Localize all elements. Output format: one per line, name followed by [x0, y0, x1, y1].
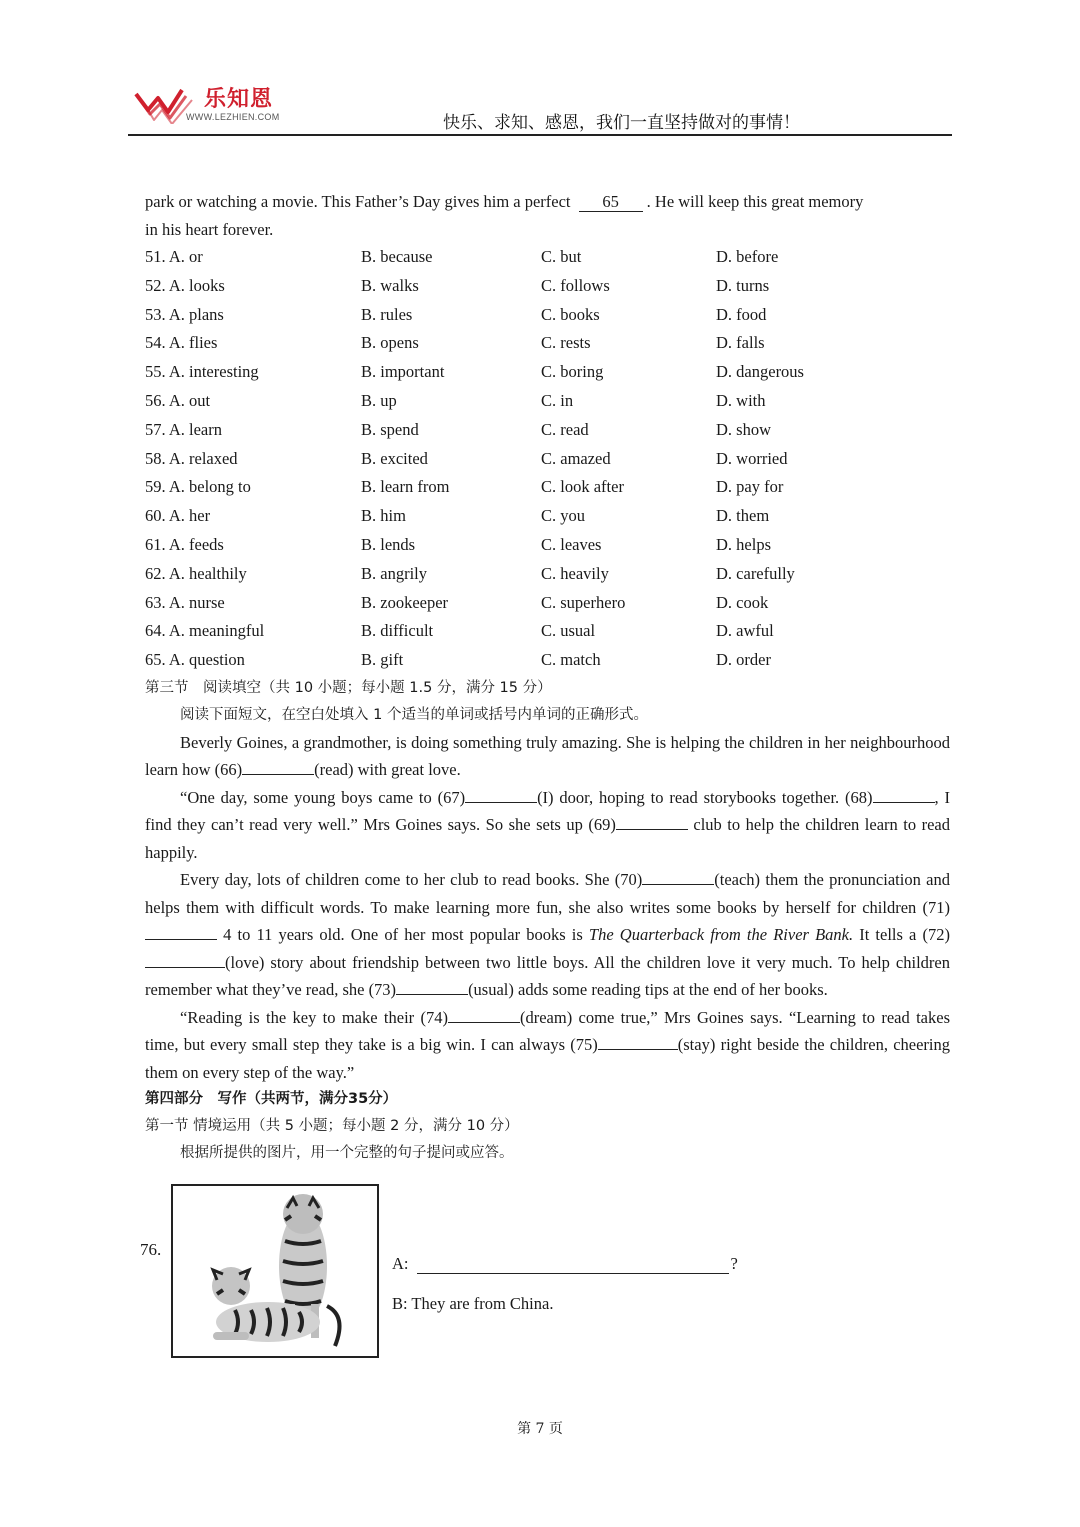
option-c: C. boring: [541, 362, 604, 382]
brand-url: WWW.LEZHIEN.COM: [186, 112, 280, 122]
option-a: 63. A. nurse: [145, 592, 225, 612]
answer-line-a: [392, 1254, 738, 1274]
blank-75[interactable]: [598, 1033, 678, 1050]
option-d: D. with: [716, 390, 766, 410]
option-b: B. zookeeper: [361, 592, 449, 612]
option-d: D. cook: [716, 592, 769, 612]
option-b: B. angrily: [361, 563, 427, 583]
page-number: 第 7 页: [517, 1421, 563, 1437]
option-b: B. him: [361, 506, 406, 526]
option-row: [145, 272, 950, 301]
option-d: D. carefully: [716, 563, 795, 583]
passage-text: . He will keep this great memory: [646, 192, 864, 211]
option-row: [145, 502, 950, 531]
blank-70[interactable]: [642, 868, 714, 885]
option-d: D. show: [716, 419, 772, 439]
option-a: 65. A. question: [145, 650, 245, 670]
option-d: D. falls: [716, 333, 765, 353]
option-row: [145, 416, 950, 445]
tigers-picture: [171, 1184, 379, 1358]
option-a: 64. A. meaningful: [145, 621, 265, 641]
book-title: The Quarterback from the River Bank.: [588, 925, 854, 945]
option-row: [145, 531, 950, 560]
part4-instruction: 根据所提供的图片，用一个完整的句子提问或应答。: [180, 1145, 514, 1162]
option-b: B. lends: [361, 534, 416, 554]
question-number: 76.: [140, 1240, 162, 1259]
option-a: 52. A. looks: [145, 275, 225, 295]
blank-65: 65: [579, 193, 643, 212]
option-d: D. turns: [716, 275, 770, 295]
page-header: [128, 78, 952, 136]
option-row: [145, 589, 950, 618]
option-c: C. follows: [541, 275, 610, 295]
option-c: C. but: [541, 247, 582, 266]
option-c: C. rests: [541, 333, 591, 353]
cloze-paragraph-4: “Reading is the key to make their (74) (dream) come true,” Mrs Goines says. “Learning to read takes time, but every small step they take is a big win. I can always (75) (stay) right beside the children, cheering them on every step of the way.”: [145, 1007, 950, 1082]
option-d: D. worried: [716, 448, 788, 468]
answer-blank-76[interactable]: [417, 1259, 729, 1274]
passage-text: in his heart forever.: [145, 219, 274, 239]
brand-logo: [134, 82, 334, 126]
section3-instruction: 阅读下面短文，在空白处填入 1 个适当的单词或括号内单词的正确形式。: [180, 706, 648, 723]
option-row: [145, 301, 950, 330]
option-row: [145, 387, 950, 416]
option-b: B. rules: [361, 304, 413, 324]
question-mark: ?: [730, 1254, 738, 1273]
option-c: C. read: [541, 419, 589, 439]
option-d: D. helps: [716, 534, 771, 554]
section3-title: 第三节 阅读填空（共 10 小题；每小题 1.5 分，满分 15 分）: [145, 679, 552, 696]
option-c: C. heavily: [541, 563, 609, 583]
cloze-paragraph-1: Beverly Goines, a grandmother, is doing something truly amazing. She is helping the children in her neighbourhood learn how (66) (read) with great love.: [145, 732, 950, 780]
option-b: B. up: [361, 390, 397, 410]
exam-content: [145, 188, 950, 1167]
blank-68[interactable]: [873, 786, 935, 803]
option-a: 56. A. out: [145, 390, 211, 410]
option-d: D. them: [716, 506, 770, 526]
speaker-a-label: A:: [392, 1254, 409, 1273]
option-c: C. usual: [541, 621, 596, 641]
option-d: D. pay for: [716, 477, 784, 497]
option-d: D. food: [716, 304, 767, 324]
option-b: B. difficult: [361, 621, 434, 641]
part4-section1-title: 第一节 情境运用（共 5 小题；每小题 2 分，满分 10 分）: [145, 1118, 519, 1135]
header-divider: [128, 134, 952, 136]
option-b: B. gift: [361, 650, 404, 670]
option-a: 61. A. feeds: [145, 534, 224, 554]
option-a: 54. A. flies: [145, 333, 218, 353]
option-a: 60. A. her: [145, 506, 211, 526]
question-76: [140, 1182, 960, 1362]
options-list: [145, 243, 950, 675]
option-c: C. look after: [541, 477, 624, 497]
option-a: 53. A. plans: [145, 304, 224, 324]
option-row: [145, 617, 950, 646]
option-b: B. walks: [361, 275, 419, 295]
slogan: 快乐、求知、感恩，我们一直坚持做对的事情！: [443, 113, 800, 133]
option-c: C. match: [541, 650, 601, 670]
blank-72[interactable]: [145, 951, 225, 968]
option-row: [145, 646, 950, 675]
option-c: C. you: [541, 506, 586, 526]
blank-71[interactable]: [145, 923, 217, 940]
option-a: 59. A. belong to: [145, 477, 251, 497]
option-b: B. opens: [361, 333, 419, 353]
blank-66[interactable]: [242, 758, 314, 775]
option-row: [145, 445, 950, 474]
cloze-paragraph-2: “One day, some young boys came to (67) (I) door, hoping to read storybooks together. (68) , I find they can’t read very well.” Mrs Goines says. So she sets up (69) club to help the children learn to read happily.: [145, 787, 951, 862]
cloze-paragraph-3: Every day, lots of children come to her club to read books. She (70) (teach) them the pronunciation and helps them with difficult words. To make learning more fun, she also writes some books by herself for children (71) 4 to 11 years old. One of her most popular books is The Quarterback from the River Bank. It tells a (72)(love) story about friendship between two little boys. All the children love it very much. To help children remember what they’ve read, she (73) (usual) adds some reading tips at the end of her books.: [145, 870, 950, 1000]
option-b: B. because: [361, 247, 433, 266]
option-row: [145, 243, 950, 272]
option-d: D. awful: [716, 621, 774, 641]
blank-73[interactable]: [396, 978, 468, 995]
answer-line-b: B: They are from China.: [392, 1294, 554, 1313]
passage-end: [145, 188, 950, 243]
option-b: B. spend: [361, 419, 419, 439]
option-row: [145, 329, 950, 358]
option-a: 62. A. healthily: [145, 563, 247, 583]
blank-69[interactable]: [616, 813, 688, 830]
option-c: C. leaves: [541, 534, 602, 554]
option-d: D. dangerous: [716, 362, 804, 382]
passage-text: park or watching a movie. This Father’s Day gives him a perfect: [145, 192, 571, 211]
brand-name: 乐知恩: [204, 87, 274, 112]
blank-67[interactable]: [465, 786, 537, 803]
option-c: C. in: [541, 390, 574, 410]
option-row: [145, 560, 950, 589]
option-row: [145, 473, 950, 502]
option-d: D. before: [716, 247, 779, 266]
option-b: B. learn from: [361, 477, 450, 497]
tigers-icon: [173, 1186, 377, 1356]
blank-74[interactable]: [448, 1006, 520, 1023]
option-a: 57. A. learn: [145, 419, 222, 439]
part4-title: 第四部分 写作（共两节，满分35分）: [145, 1091, 398, 1108]
option-row: [145, 358, 950, 387]
option-a: 58. A. relaxed: [145, 448, 238, 468]
option-d: D. order: [716, 650, 771, 670]
option-c: C. amazed: [541, 448, 611, 468]
option-c: C. books: [541, 304, 600, 324]
option-a: 55. A. interesting: [145, 362, 259, 382]
option-a: 51. A. or: [145, 247, 203, 266]
option-c: C. superhero: [541, 592, 626, 612]
option-b: B. important: [361, 362, 445, 382]
option-b: B. excited: [361, 448, 428, 468]
